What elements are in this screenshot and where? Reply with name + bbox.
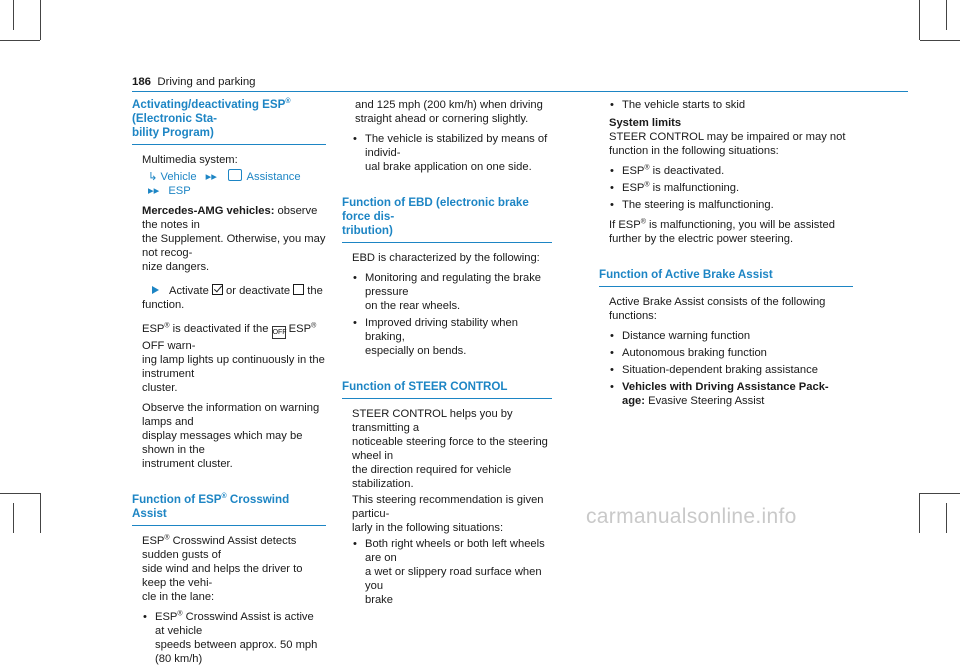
section-title-ebd: Function of EBD (electronic brake force dis- tribution)	[342, 196, 552, 243]
section-title-esp: Activating/deactivating ESP® (Electronic Sta- bility Program)	[132, 98, 326, 145]
crop-mark	[0, 40, 40, 41]
crop-mark	[13, 0, 14, 30]
list-item: • Vehicles with Driving Assistance Pack- age: Evasive Steering Assist	[599, 380, 865, 408]
list-item: • The steering is malfunctioning.	[599, 198, 865, 212]
list-item: • ESP® is deactivated.	[599, 164, 865, 178]
section-name: Driving and parking	[157, 76, 256, 88]
page-header	[132, 76, 256, 88]
crop-mark	[40, 0, 41, 40]
list-item: • Autonomous braking function	[599, 346, 865, 360]
crop-mark	[946, 0, 947, 30]
list-item: • Both right wheels or both left wheels are on a wet or slippery road surface when you brake	[342, 537, 552, 607]
column-3	[599, 98, 865, 411]
checked-checkbox-icon	[212, 284, 223, 295]
crop-mark	[0, 493, 40, 494]
page-number: 186	[132, 76, 152, 88]
esp-off-warning-icon: OFF	[272, 326, 286, 339]
section-title-active-brake-assist: Function of Active Brake Assist	[599, 268, 853, 287]
list-item: • The vehicle is stabilized by means of individ- ual brake application on one side.	[342, 132, 552, 174]
amg-note: Mercedes-AMG vehicles: observe the notes in the Supplement. Otherwise, you may not recog- nize dangers.	[142, 205, 326, 273]
section-title-steer-control: Function of STEER CONTROL	[342, 380, 552, 399]
crop-mark	[919, 0, 920, 40]
car-assistance-icon	[228, 169, 242, 181]
list-item: • ESP® Crosswind Assist is active at vehicle speeds between approx. 50 mph (80 km/h)	[132, 610, 326, 666]
multimedia-label: Multimedia system:	[142, 154, 238, 166]
system-limits-text: STEER CONTROL may be impaired or may not function in the following situations:	[609, 131, 846, 157]
activate-instruction: Activate or deactivate the function.	[142, 285, 323, 311]
ebd-intro: EBD is characterized by the following:	[352, 252, 540, 264]
continued-text: and 125 mph (200 km/h) when driving straight ahead or cornering slightly.	[355, 99, 543, 125]
crop-mark	[13, 503, 14, 533]
aba-text: Active Brake Assist consists of the following functions:	[609, 296, 826, 322]
crop-mark	[920, 40, 960, 41]
crosswind-text: ESP® Crosswind Assist detects sudden gusts of side wind and helps the driver to keep the vehi- cle in the lane:	[142, 534, 303, 603]
steer-control-text: STEER CONTROL helps you by transmitting a noticeable steering force to the steering wheel in the direction required for vehicle stabilization.	[352, 408, 548, 490]
path-arrow-icon: ↳	[148, 171, 158, 183]
list-item: • ESP® is malfunctioning.	[599, 181, 865, 195]
header-rule	[132, 91, 908, 92]
unchecked-checkbox-icon	[293, 284, 304, 295]
steer-control-situations: This steering recommendation is given particu- larly in the following situations:	[352, 494, 544, 534]
section-title-crosswind: Function of ESP® Crosswind Assist	[132, 493, 326, 526]
list-item: • The vehicle starts to skid	[599, 98, 865, 112]
esp-malfunction-text: If ESP® is malfunctioning, you will be assisted further by the electric power steering.	[609, 218, 835, 245]
column-1	[132, 98, 326, 669]
path-assistance: Assistance	[246, 171, 301, 183]
path-separator-icon: ▸▸	[148, 185, 160, 197]
path-vehicle: Vehicle	[160, 171, 197, 183]
action-arrow-icon	[152, 286, 159, 294]
crop-mark	[40, 493, 41, 533]
crop-mark	[920, 493, 960, 494]
path-esp: ESP	[168, 185, 191, 197]
list-item: • Situation-dependent braking assistance	[599, 363, 865, 377]
crop-mark	[919, 493, 920, 533]
system-limits-heading: System limits	[609, 117, 682, 129]
column-2	[342, 98, 552, 610]
menu-path	[142, 169, 326, 198]
list-item: • Improved driving stability when braking, especially on bends.	[342, 316, 552, 358]
crop-mark	[946, 503, 947, 533]
list-item: • Monitoring and regulating the brake pressure on the rear wheels.	[342, 271, 552, 313]
path-separator-icon: ▸▸	[205, 171, 217, 183]
watermark: carmanualsonline.info	[586, 505, 797, 528]
esp-deactivated-text: ESP® is deactivated if the OFF ESP® OFF warn- ing lamp lights up continuously in the instrument cluster.	[142, 322, 325, 394]
list-item: • Distance warning function	[599, 329, 865, 343]
observe-text: Observe the information on warning lamps and display messages which may be shown in the instrument cluster.	[142, 402, 320, 470]
